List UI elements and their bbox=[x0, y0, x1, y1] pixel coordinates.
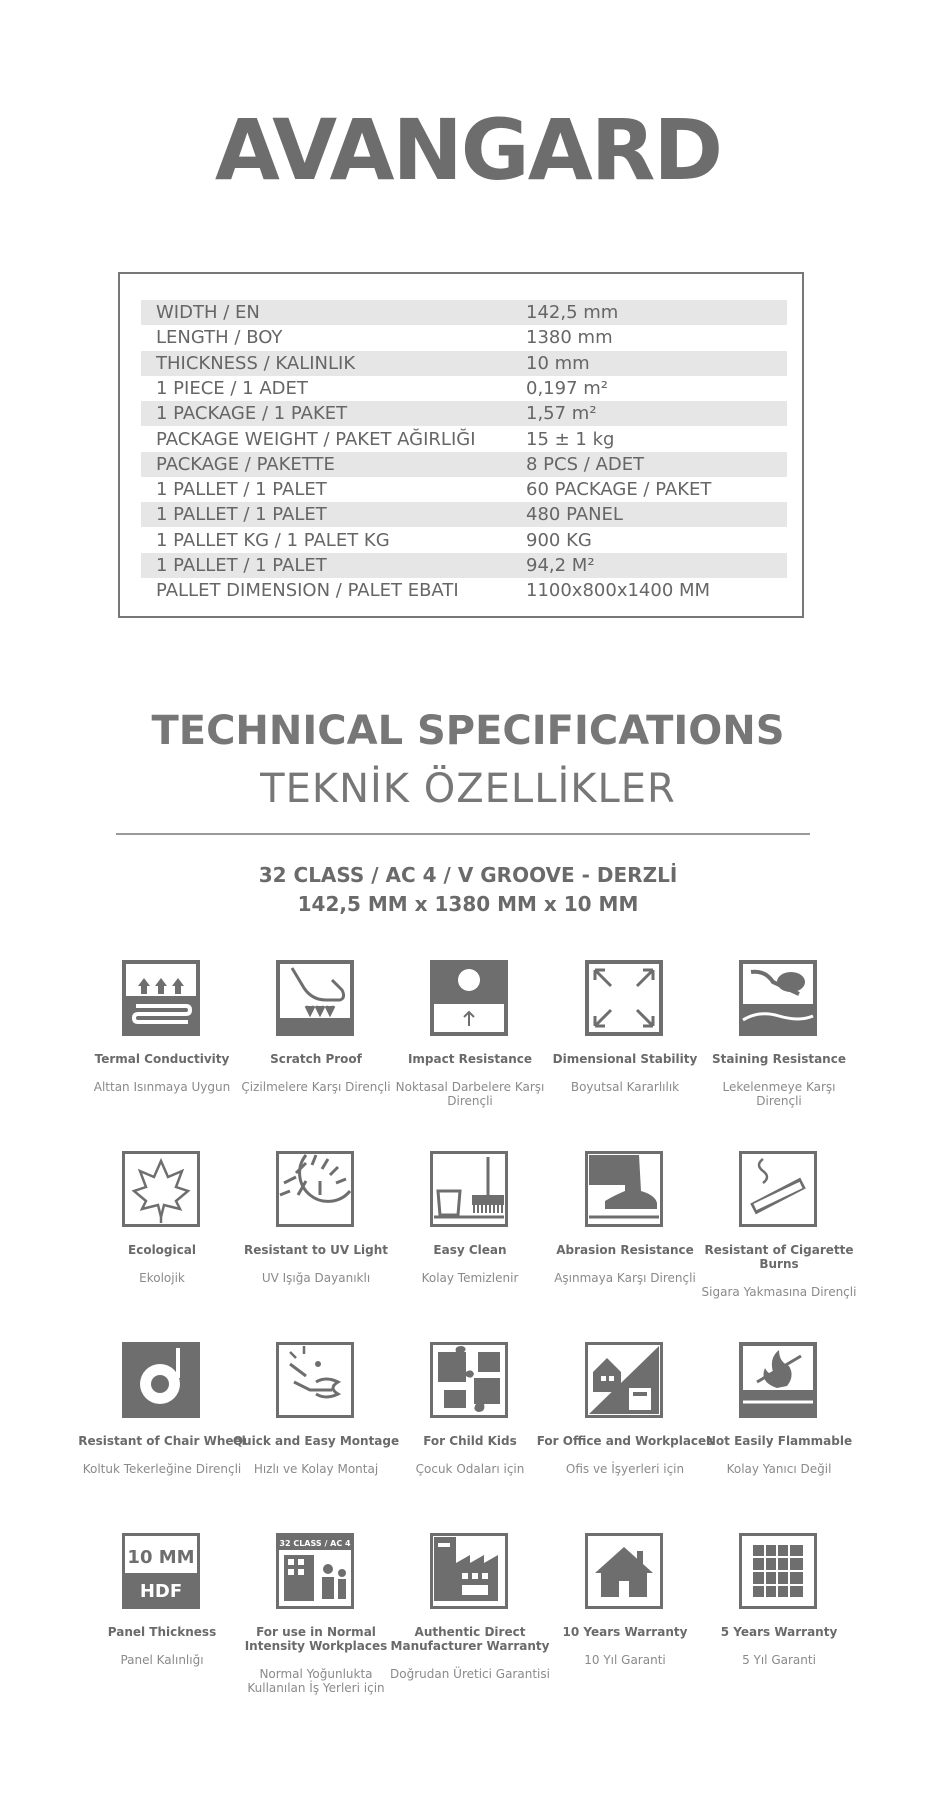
feature-subtitle: Lekelenmeye Karşı Dirençli bbox=[722, 1080, 836, 1108]
feature-subtitle: Hızlı ve Kolay Montaj bbox=[253, 1462, 379, 1476]
spec-row bbox=[141, 477, 787, 502]
spec-row bbox=[141, 528, 787, 553]
house-icon bbox=[585, 1533, 663, 1609]
montage-icon bbox=[276, 1342, 354, 1418]
feature-title: Resistant of Chair Wheel bbox=[78, 1434, 246, 1448]
spec-row bbox=[141, 427, 787, 452]
shoe-icon bbox=[585, 1151, 663, 1227]
spec-row bbox=[141, 401, 787, 426]
spec-value: 480 PANEL bbox=[526, 504, 623, 526]
spec-row bbox=[141, 502, 787, 527]
spec-value: 94,2 M² bbox=[526, 555, 595, 576]
feature-title: For Office and Workplaces bbox=[536, 1434, 714, 1448]
tech-title: TECHNICAL SPECIFICATIONS bbox=[151, 708, 785, 754]
factory-icon bbox=[430, 1533, 508, 1609]
feature-title: Resistant of Cigarette Burns bbox=[704, 1243, 854, 1271]
spec-value: 60 PACKAGE / PAKET bbox=[526, 479, 712, 501]
feature-subtitle: Doğrudan Üretici Garantisi bbox=[390, 1667, 550, 1681]
spec-value: 15 ± 1 kg bbox=[526, 428, 615, 450]
office-icon bbox=[585, 1342, 663, 1418]
feature-title: 5 Years Warranty bbox=[720, 1625, 838, 1639]
feature-subtitle: 10 Yıl Garanti bbox=[584, 1653, 666, 1667]
spec-row bbox=[141, 553, 787, 578]
divider bbox=[116, 833, 810, 835]
cigarette-icon bbox=[739, 1151, 817, 1227]
spec-label: PALLET DIMENSION / PALET EBATI bbox=[156, 580, 459, 602]
spec-label: WIDTH / EN bbox=[156, 302, 260, 323]
spec-row bbox=[141, 376, 787, 401]
dimension-line: 142,5 MM x 1380 MM x 10 MM bbox=[297, 892, 639, 916]
spec-table bbox=[118, 272, 804, 618]
spec-value: 10 mm bbox=[526, 352, 590, 374]
spec-row bbox=[141, 300, 787, 325]
feature-title: Scratch Proof bbox=[270, 1052, 362, 1066]
puzzle-icon bbox=[430, 1342, 508, 1418]
feature-title: Resistant to UV Light bbox=[243, 1243, 389, 1257]
stain-icon bbox=[739, 960, 817, 1036]
spec-label: PACKAGE WEIGHT / PAKET AĞIRLIĞI bbox=[156, 428, 476, 450]
fire-icon bbox=[739, 1342, 817, 1418]
feature-subtitle: Çizilmelere Karşı Dirençli bbox=[241, 1080, 391, 1094]
spec-label: 1 PALLET / 1 PALET bbox=[156, 555, 327, 576]
feature-title: Authentic Direct Manufacturer Warranty bbox=[390, 1625, 550, 1653]
feature-subtitle: UV Işığa Dayanıklı bbox=[261, 1271, 371, 1285]
svg-text:HDF: HDF bbox=[139, 1581, 183, 1602]
feature-subtitle: Ofis ve İşyerleri için bbox=[565, 1462, 685, 1476]
feature-title: Quick and Easy Montage bbox=[232, 1434, 400, 1448]
feature-title: Impact Resistance bbox=[407, 1052, 533, 1066]
spec-label: THICKNESS / KALINLIK bbox=[156, 352, 356, 374]
spec-label: 1 PALLET KG / 1 PALET KG bbox=[156, 529, 390, 551]
spec-label: 1 PALLET / 1 PALET bbox=[156, 504, 327, 526]
feature-title: Easy Clean bbox=[433, 1243, 507, 1257]
leaf-icon bbox=[122, 1151, 200, 1227]
spec-value: 900 KG bbox=[526, 529, 592, 551]
feature-subtitle: Kolay Yanıcı Değil bbox=[726, 1462, 832, 1476]
feature-title: Dimensional Stability bbox=[552, 1052, 698, 1066]
feature-subtitle: Ekolojik bbox=[139, 1271, 185, 1285]
spec-value: 0,197 m² bbox=[526, 377, 609, 399]
feature-subtitle: Boyutsal Kararlılık bbox=[570, 1080, 680, 1094]
feature-subtitle: Alttan Isınmaya Uygun bbox=[93, 1080, 231, 1094]
spec-label: LENGTH / BOY bbox=[156, 327, 283, 349]
spec-label: 1 PACKAGE / 1 PAKET bbox=[156, 403, 348, 425]
mop-icon bbox=[430, 1151, 508, 1227]
feature-subtitle: Koltuk Tekerleğine Dirençli bbox=[82, 1462, 242, 1476]
feature-subtitle: Kolay Temizlenir bbox=[421, 1271, 519, 1285]
feature-title: Termal Conductivity bbox=[94, 1052, 230, 1066]
feature-title: 10 Years Warranty bbox=[562, 1625, 688, 1639]
spec-value: 1100x800x1400 MM bbox=[526, 580, 711, 602]
grid-icon bbox=[739, 1533, 817, 1609]
spec-row bbox=[141, 325, 787, 350]
feature-subtitle: Çocuk Odaları için bbox=[415, 1462, 525, 1476]
spec-value: 142,5 mm bbox=[526, 302, 619, 323]
heating-icon bbox=[122, 960, 200, 1036]
impact-icon bbox=[430, 960, 508, 1036]
chair-wheel-icon bbox=[122, 1342, 200, 1418]
spec-label: 1 PALLET / 1 PALET bbox=[156, 479, 327, 501]
spec-row bbox=[141, 351, 787, 376]
feature-title: Not Easily Flammable bbox=[705, 1434, 853, 1448]
scratch-icon bbox=[276, 960, 354, 1036]
feature-title: Abrasion Resistance bbox=[556, 1243, 694, 1257]
feature-subtitle: Noktasal Darbelere Karşı Dirençli bbox=[395, 1080, 545, 1108]
svg-text:32 CLASS / AC 4: 32 CLASS / AC 4 bbox=[279, 1539, 351, 1548]
feature-title: For Child Kids bbox=[423, 1434, 517, 1448]
feature-title: Panel Thickness bbox=[107, 1625, 217, 1639]
tech-subtitle: TEKNİK ÖZELLİKLER bbox=[260, 766, 676, 812]
stability-icon bbox=[585, 960, 663, 1036]
svg-text:10 MM: 10 MM bbox=[127, 1547, 195, 1568]
feature-title: For use in Normal Intensity Workplaces bbox=[244, 1625, 388, 1653]
feature-title: Staining Resistance bbox=[712, 1052, 846, 1066]
spec-value: 8 PCS / ADET bbox=[526, 453, 645, 475]
workplace-icon bbox=[276, 1533, 354, 1609]
sun-icon bbox=[276, 1151, 354, 1227]
brand-title: AVANGARD bbox=[214, 101, 722, 199]
spec-value: 1380 mm bbox=[526, 327, 613, 349]
spec-value: 1,57 m² bbox=[526, 403, 597, 425]
spec-row bbox=[141, 452, 787, 477]
class-line: 32 CLASS / AC 4 / V GROOVE - DERZLİ bbox=[258, 863, 678, 887]
thickness-icon bbox=[122, 1533, 200, 1609]
feature-subtitle: Sigara Yakmasına Dirençli bbox=[701, 1285, 857, 1299]
feature-subtitle: Normal Yoğunlukta Kullanılan İş Yerleri için bbox=[247, 1667, 385, 1695]
spec-label: PACKAGE / PAKETTE bbox=[156, 453, 335, 475]
feature-subtitle: 5 Yıl Garanti bbox=[742, 1653, 816, 1667]
spec-label: 1 PIECE / 1 ADET bbox=[156, 377, 308, 399]
feature-title: Ecological bbox=[128, 1243, 196, 1257]
spec-row bbox=[141, 578, 787, 603]
feature-subtitle: Panel Kalınlığı bbox=[120, 1653, 204, 1667]
feature-subtitle: Aşınmaya Karşı Dirençli bbox=[554, 1271, 696, 1285]
